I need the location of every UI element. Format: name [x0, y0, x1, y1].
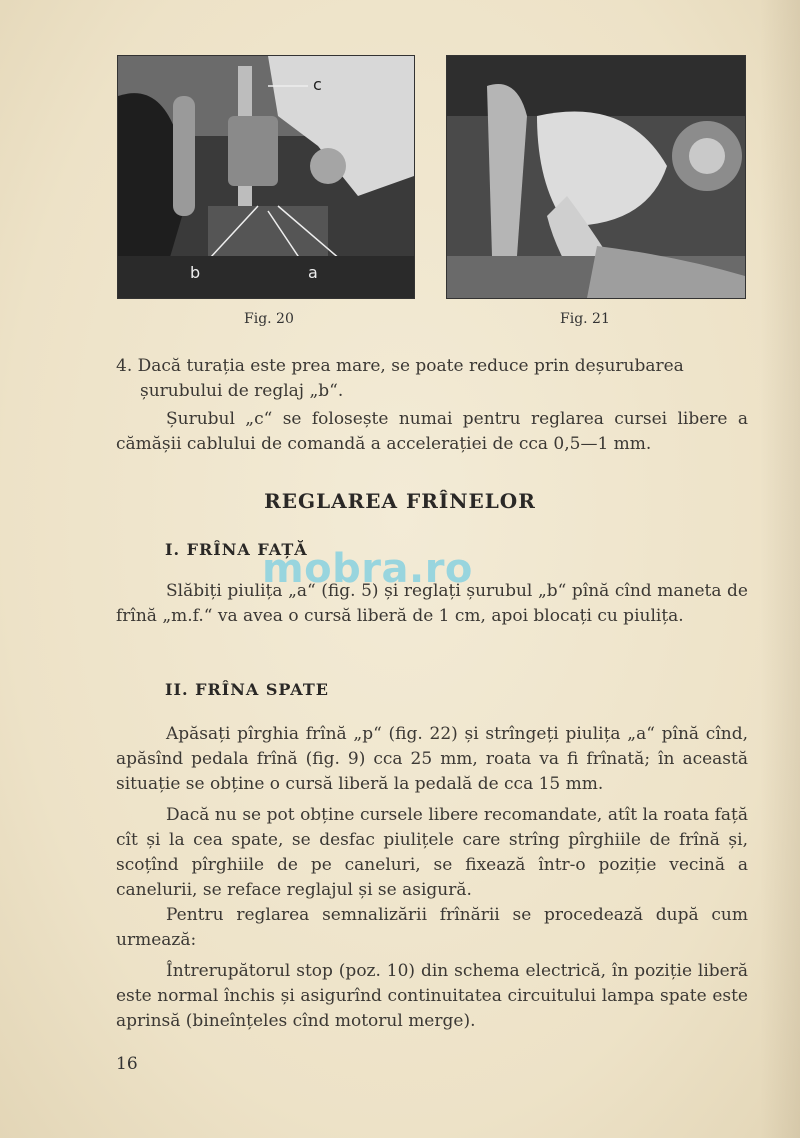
- figure-20-label-a: a: [308, 263, 318, 282]
- rear-brake-block: [116, 722, 748, 1034]
- rear-brake-heading: II. FRÎNA SPATE: [165, 680, 329, 699]
- rear-brake-paragraph-4: Întrerupătorul stop (poz. 10) din schema electrică, în poziție liberă este normal închis și asigurînd continuitatea circuitului lampa spate este aprinsă (bineînțeles cînd motorul merge).: [116, 961, 748, 1031]
- step-4-line-1: 4. Dacă turația este prea mare, se poate reduce prin deșurubarea: [116, 356, 684, 376]
- figure-20-label-b: b: [190, 263, 201, 282]
- figure-20-caption: Fig. 20: [244, 311, 294, 327]
- section-title: REGLAREA FRÎNELOR: [264, 489, 536, 513]
- surub-c-paragraph: Șurubul „c“ se folosește numai pentru reglarea cursei libere a cămășii cablului de comandă a accelerației de cca 0,5—1 mm.: [116, 409, 748, 454]
- rear-brake-paragraph-3: Pentru reglarea semnalizării frînării se procedează după cum urmează:: [116, 905, 748, 950]
- step-4-block: [116, 354, 748, 457]
- page-edge-shadow: [760, 0, 800, 1138]
- figure-21-photo: [446, 55, 746, 299]
- figure-20-photo: [117, 55, 415, 299]
- page-number: 16: [116, 1054, 138, 1074]
- step-4-line-2: șurubului de reglaj „b“.: [140, 381, 344, 401]
- rear-brake-paragraph-1: Apăsați pîrghia frînă „p“ (fig. 22) și strîngeți piulița „a“ pînă cînd, apăsînd pedala frînă (fig. 9) cca 25 mm, roata va fi frînată; în această situație se obține o cursă liberă la pedală de cca 15 mm.: [116, 724, 748, 794]
- front-brake-text: Slăbiți piulița „a“ (fig. 5) și reglați șurubul „b“ pînă cînd maneta de frînă „m.f.“ va avea o cursă liberă de 1 cm, apoi blocați cu piulița.: [116, 581, 748, 626]
- site-watermark: mobra.ro: [262, 546, 473, 592]
- front-brake-heading: I. FRÎNA FAȚĂ: [165, 540, 308, 559]
- figure-21-caption: Fig. 21: [560, 311, 610, 327]
- rear-brake-paragraph-2: Dacă nu se pot obține cursele libere recomandate, atît la roata față cît și la cea spate, se desfac piulițele care strîng pîrghiile de frînă și, scoțînd pîrghiile de pe caneluri, se fixează într-o poziție vecină a canelurii, se reface reglajul și se asigură.: [116, 805, 748, 900]
- figure-20-label-c: c: [313, 75, 322, 94]
